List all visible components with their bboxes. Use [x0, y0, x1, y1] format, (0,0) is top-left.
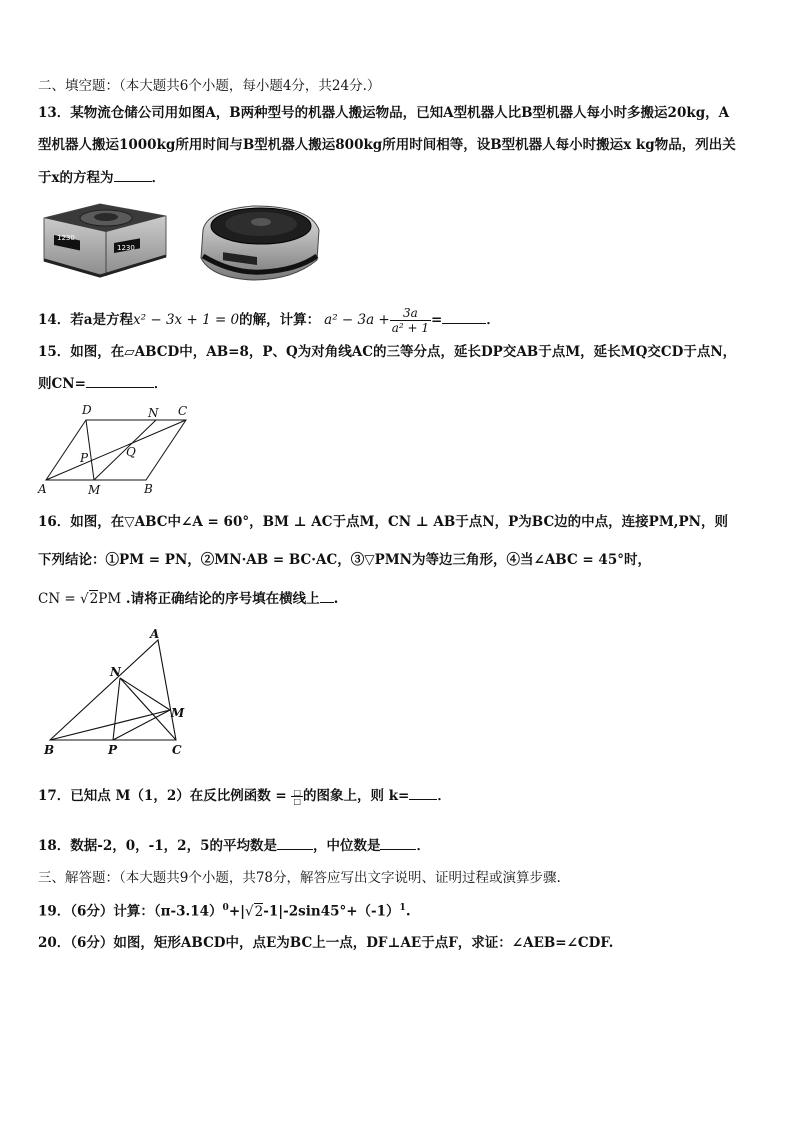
segment-pm [113, 710, 170, 740]
q14-answer-blank [442, 309, 486, 324]
segment-mn [94, 420, 156, 480]
q19-line: 19．（6分）计算：$(\pi-3.14)^0+|√2-1|-2\sin 45^\circ+(-1)^1$. [38, 903, 411, 920]
q13-answer-blank [114, 167, 152, 182]
q13-line1: 13．某物流仓储公司用如图A，B两种型号的机器人搬运物品，已知A型机器人比B型机器人每小时多搬运20kg，A [38, 105, 730, 121]
q16-answer-blank [320, 588, 334, 603]
q15-line2: 则CN= ． [38, 373, 167, 394]
label-b: B [44, 743, 55, 757]
robot-b-image [193, 200, 327, 284]
label-n: N [110, 665, 121, 679]
label-p: P [80, 451, 89, 465]
q14-line: 14．若a是方程x² − 3x + 1 = 0的解，计算： a² − 3a + $\frac{3a}{\text{a² + 1}}$ = ． [38, 306, 500, 335]
q13-line3: 于x的方程为 ． [38, 167, 165, 188]
triangle-abc [50, 640, 176, 740]
segment-dm [86, 420, 94, 480]
diagonal-ac [46, 420, 186, 480]
q16-line1: 16．如图，在▽ABC中∠A = 60°，BM ⊥ AC于点M，CN ⊥ AB于点N，P为BC边的中点，连接PM,PN，则 [38, 514, 728, 530]
label-c: C [172, 743, 182, 757]
triangle-figure [40, 628, 188, 758]
label-q: Q [126, 445, 136, 459]
section-2-header: 二、填空题：（本大题共6个小题，每小题4分，共24分.） [38, 78, 381, 94]
label-p: P [108, 743, 118, 757]
robot-a-label2: 1230 [117, 244, 135, 252]
q17-line: 17．已知点 M（1，2）在反比例函数 = $\frac{□}{□}$ 的图象上，则 k= ． [38, 787, 451, 806]
q16-line3: CN = √2PM .请将正确结论的序号填在横线上 . [38, 588, 338, 609]
label-m: M [171, 706, 185, 720]
label-c: C [178, 404, 188, 418]
q13-line2: 型机器人搬运1000kg所用时间与B型机器人搬运800kg所用时间相等，设B型机器人每小时搬运x kg物品，列出关 [38, 137, 736, 153]
q15-line1: 15．如图，在▱ABCD中，AB=8，P、Q为对角线AC的三等分点，延长DP交AB于点M，延长MQ交CD于点N， [38, 344, 737, 360]
q18-mean-blank [277, 835, 313, 850]
robot-a-image [40, 198, 170, 280]
label-b: B [144, 482, 153, 496]
label-a: A [38, 482, 47, 496]
label-d: D [82, 403, 92, 417]
q18-median-blank [380, 835, 416, 850]
section-3-header: 三、解答题：（本大题共9个小题，共78分，解答应写出文字说明、证明过程或演算步骤. [38, 870, 561, 886]
q18-line: 18．数据-2，0，-1，2，5的平均数是 ，中位数是 ． [38, 835, 430, 856]
label-a: A [150, 628, 160, 641]
q15-answer-blank [86, 373, 154, 388]
label-n: N [148, 406, 159, 420]
q17-fraction: $\frac{□}{□}$ [293, 787, 301, 806]
q20-line: 20．（6分）如图，矩形ABCD中，点E为BC上一点，DF⊥AE于点F，求证：∠AEB=∠CDF. [38, 935, 614, 951]
q14-fraction: $\frac{3a}{\text{a² + 1}}$ [391, 306, 430, 335]
parallelogram-figure [36, 400, 192, 496]
label-m: M [88, 483, 101, 496]
q17-answer-blank [409, 785, 437, 800]
segment-bm [50, 710, 170, 740]
robot-a-label1: 1230 [57, 234, 75, 242]
segment-pn [113, 678, 120, 740]
q16-line2: 下列结论：①PM = PN，②MN·AB = BC·AC，③▽PMN为等边三角形，④当∠ABC = 45°时， [38, 552, 651, 568]
